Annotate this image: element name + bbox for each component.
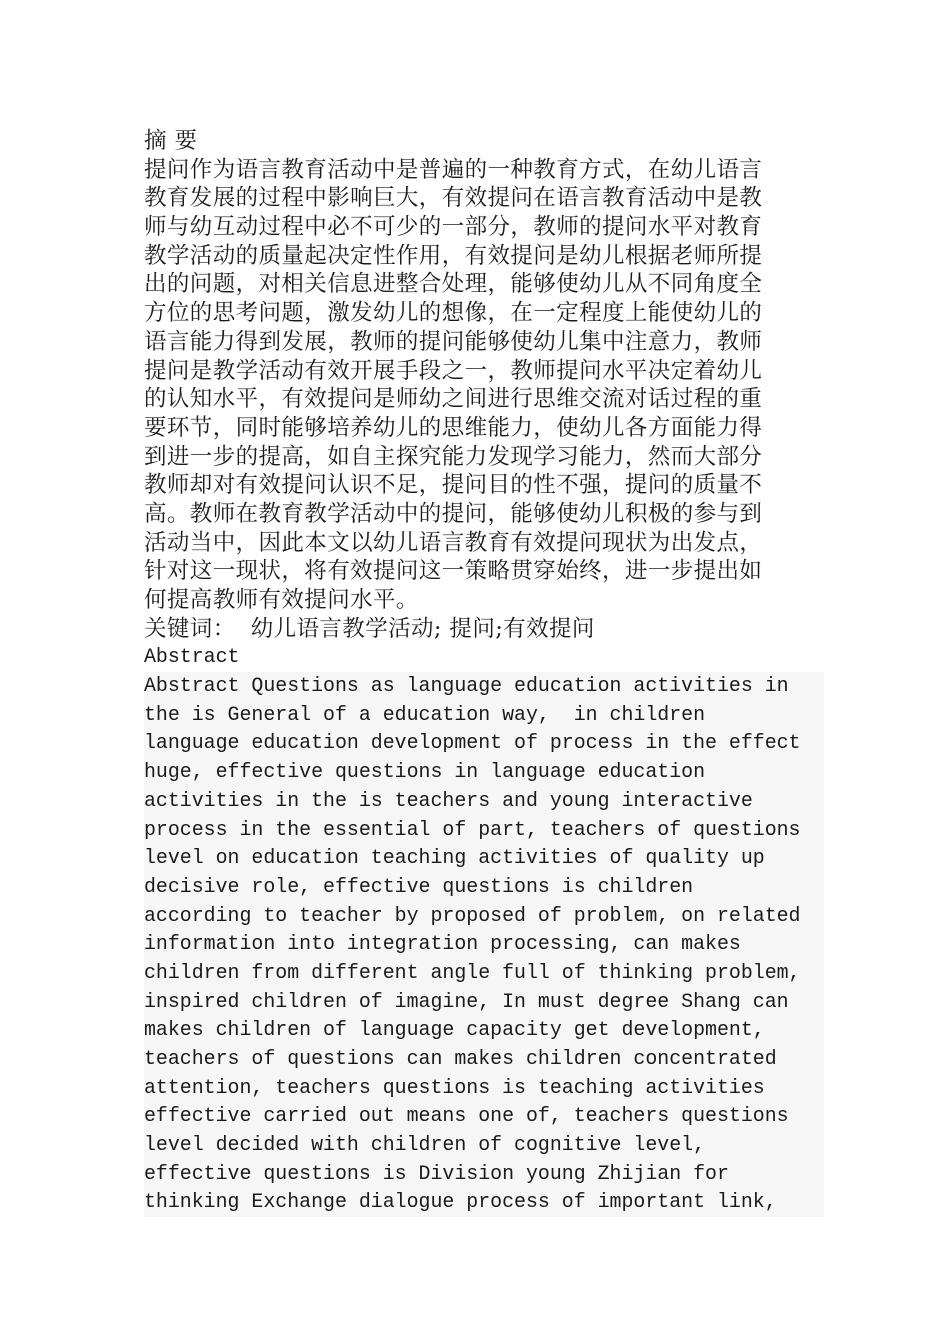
abstract-cn-line: 师与幼互动过程中必不可少的一部分，教师的提问水平对教育 [144, 214, 763, 241]
abstract-en-line: activities in the is teachers and young interactive [144, 787, 824, 816]
abstract-cn-line: 何提高教师有效提问水平。 [144, 587, 419, 613]
abstract-cn-line: 的认知水平，有效提问是师幼之间进行思维交流对话过程的重 [144, 386, 763, 413]
abstract-cn-line: 教学活动的质量起决定性作用，有效提问是幼儿根据老师所提 [144, 242, 763, 269]
abstract-cn-line: 针对这一现状，将有效提问这一策略贯穿始终，进一步提出如 [144, 558, 763, 585]
abstract-cn-line: 出的问题，对相关信息进整合处理，能够使幼儿从不同角度全 [144, 271, 763, 298]
abstract-en-line: thinking Exchange dialogue process of important link, [144, 1188, 824, 1217]
abstract-en-line: inspired children of imagine, In must degree Shang can [144, 988, 824, 1017]
abstract-en-line: language education development of process in the effect [144, 729, 824, 758]
abstract-en-line: teachers of questions can makes children concentrated [144, 1045, 824, 1074]
abstract-en-line: the is General of a education way, in children [144, 701, 824, 730]
abstract-cn-line: 提问作为语言教育活动中是普遍的一种教育方式，在幼儿语言 [144, 156, 763, 183]
abstract-en-heading: Abstract [144, 645, 240, 669]
abstract-cn-line: 方位的思考问题，激发幼儿的想像，在一定程度上能使幼儿的 [144, 300, 763, 327]
abstract-en-line: makes children of language capacity get development, [144, 1016, 824, 1045]
abstract-en-line: children from different angle full of thinking problem, [144, 959, 824, 988]
keywords-line: 关键词： 幼儿语言教学活动; 提问;有效提问 [144, 615, 595, 642]
abstract-en-line: effective carried out means one of, teachers questions [144, 1102, 824, 1131]
abstract-cn-line: 提问是教学活动有效开展手段之一，教师提问水平决定着幼儿 [144, 357, 763, 384]
abstract-cn-line: 教师却对有效提问认识不足，提问目的性不强，提问的质量不 [144, 472, 763, 499]
abstract-en-line: information into integration processing, can makes [144, 930, 824, 959]
abstract-en-line: attention, teachers questions is teaching activities [144, 1074, 824, 1103]
abstract-en-line: level on education teaching activities of quality up [144, 844, 824, 873]
abstract-en-line: level decided with children of cognitive level, [144, 1131, 824, 1160]
abstract-en-line: effective questions is Division young Zhijian for [144, 1160, 824, 1189]
abstract-cn-heading: 摘 要 [144, 128, 198, 154]
document-page [144, 127, 824, 1217]
abstract-cn-line: 语言能力得到发展，教师的提问能够使幼儿集中注意力，教师 [144, 328, 763, 355]
abstract-en-line: decisive role, effective questions is children [144, 873, 824, 902]
abstract-cn-line: 要环节，同时能够培养幼儿的思维能力，使幼儿各方面能力得 [144, 414, 763, 441]
abstract-en-line: huge, effective questions in language education [144, 758, 824, 787]
abstract-en-line: process in the essential of part, teachers of questions [144, 816, 824, 845]
abstract-cn-line: 到进一步的提高，如自主探究能力发现学习能力，然而大部分 [144, 443, 763, 470]
abstract-cn-line: 高。教师在教育教学活动中的提问，能够使幼儿积极的参与到 [144, 500, 763, 527]
abstract-en-line: according to teacher by proposed of problem, on related [144, 902, 824, 931]
abstract-en-line: Abstract Questions as language education activities in [144, 672, 824, 701]
abstract-en-body [144, 672, 824, 1217]
abstract-cn-line: 教育发展的过程中影响巨大，有效提问在语言教育活动中是教 [144, 185, 763, 212]
abstract-cn-body [144, 156, 824, 615]
abstract-cn-line: 活动当中，因此本文以幼儿语言教育有效提问现状为出发点， [144, 529, 763, 556]
